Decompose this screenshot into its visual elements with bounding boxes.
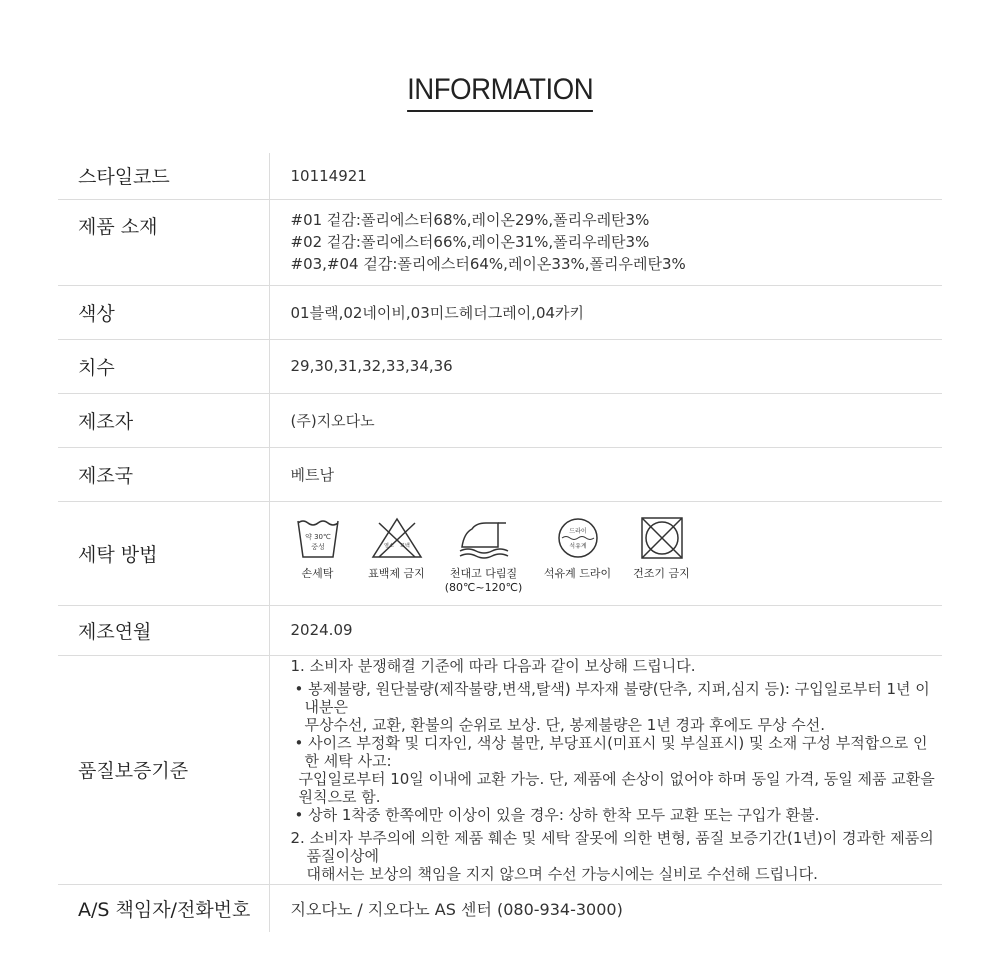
- label-style-code: 스타일코드: [58, 153, 269, 199]
- care-iron: [442, 517, 526, 594]
- quality-bullet: • 상하 1착중 한쪽에만 이상이 있을 경우: 상하 한착 모두 교환 또는 구입가 환불.: [294, 805, 820, 824]
- label-country: 제조국: [58, 447, 269, 501]
- hand-wash-30c-icon: [295, 517, 341, 559]
- value-country: 베트남: [269, 447, 942, 501]
- dry-clean-petroleum-icon: [555, 517, 601, 559]
- no-tumble-dry-icon: [639, 517, 685, 559]
- care-caption: 석유계 드라이: [543, 566, 612, 580]
- material-line: #01 겉감:폴리에스터68%,레이온29%,폴리우레탄3%: [290, 211, 650, 229]
- row-maker: [58, 393, 942, 447]
- no-bleach-icon: [371, 517, 423, 559]
- care-dry-clean: [526, 517, 630, 581]
- label-date: 제조연월: [58, 605, 269, 655]
- value-quality: [269, 655, 942, 884]
- row-material: [58, 199, 942, 285]
- quality-bullet: • 사이즈 부정확 및 디자인, 색상 불만, 부당표시(미표시 및 부실표시) 및 소재 구성 부적합으로 인한 세탁 사고:: [294, 733, 928, 770]
- row-wash: [58, 501, 942, 605]
- value-color: 01블랙,02네이비,03미드헤더그레이,04카키: [269, 285, 942, 339]
- value-style-code: 10114921: [269, 153, 942, 199]
- bleach-bleach: 표백: [399, 542, 410, 549]
- row-size: [58, 339, 942, 393]
- petroleum-label: 석유계: [568, 542, 587, 550]
- value-maker: (주)지오다노: [269, 393, 942, 447]
- material-line: #03,#04 겉감:폴리에스터64%,레이온33%,폴리우레탄3%: [290, 255, 686, 273]
- row-quality: [58, 655, 942, 884]
- quality-p2: 2. 소비자 부주의에 의한 제품 훼손 및 세탁 잘못에 의한 변형, 품질 보증기간(1년)이 경과한 제품의 품질이상에: [290, 828, 934, 865]
- label-wash: 세탁 방법: [58, 501, 269, 605]
- care-no-dryer: [630, 517, 694, 581]
- value-material: [269, 199, 942, 285]
- value-wash: [269, 501, 942, 605]
- label-color: 색상: [58, 285, 269, 339]
- label-as: A/S 책임자/전화번호: [58, 884, 269, 932]
- care-caption: 건조기 금지: [633, 566, 690, 580]
- care-caption: 손세탁: [301, 566, 334, 580]
- care-symbols: [284, 513, 942, 594]
- quality-bullet-cont: 무상수선, 교환, 환불의 순위로 보상. 단, 봉제불량은 1년 경과 후에도 무상 수선.: [304, 715, 826, 734]
- hand-wash-temp: 약 30℃: [304, 532, 331, 541]
- hand-wash-neutral: 중성: [310, 542, 325, 551]
- row-style-code: [58, 153, 942, 199]
- row-color: [58, 285, 942, 339]
- care-hand-wash: [284, 517, 352, 581]
- label-size: 치수: [58, 339, 269, 393]
- quality-p1: 1. 소비자 분쟁해결 기준에 따라 다음과 같이 보상해 드립니다.: [290, 656, 696, 675]
- care-caption: 표백제 금지: [368, 566, 425, 580]
- row-country: [58, 447, 942, 501]
- care-caption: (80℃~120℃): [444, 580, 523, 594]
- page-title-wrap: [0, 72, 1000, 112]
- label-quality: 품질보증기준: [58, 655, 269, 884]
- label-maker: 제조자: [58, 393, 269, 447]
- value-size: 29,30,31,32,33,34,36: [269, 339, 942, 393]
- label-material: 제품 소재: [58, 199, 269, 285]
- row-date: [58, 605, 942, 655]
- material-line: #02 겉감:폴리에스터66%,레이온31%,폴리우레탄3%: [290, 233, 650, 251]
- page-title: INFORMATION: [407, 72, 593, 112]
- row-as: [58, 884, 942, 932]
- bleach-chlorine: 염소: [383, 542, 394, 549]
- product-info-table: [58, 153, 942, 932]
- value-date: 2024.09: [269, 605, 942, 655]
- dry-label: 드라이: [568, 527, 587, 535]
- quality-p2-cont: 대해서는 보상의 책임을 지지 않으며 수선 가능시에는 실비로 수선해 드립니다.: [306, 864, 818, 883]
- quality-bullet-cont: 구입일로부터 10일 이내에 교환 가능. 단, 제품에 손상이 없어야 하며 동일 가격, 동일 제품 교환을 원칙으로 함.: [298, 769, 935, 806]
- value-as: 지오다노 / 지오다노 AS 센터 (080-934-3000): [290, 899, 623, 919]
- care-no-bleach: [352, 517, 442, 581]
- iron-cloth-icon: [458, 517, 510, 559]
- care-caption: 천대고 다림질: [449, 566, 518, 580]
- quality-bullet: • 봉제불량, 원단불량(제작불량,변색,탈색) 부자재 불량(단추, 지퍼,심지 등): 구입일로부터 1년 이내분은: [294, 679, 930, 716]
